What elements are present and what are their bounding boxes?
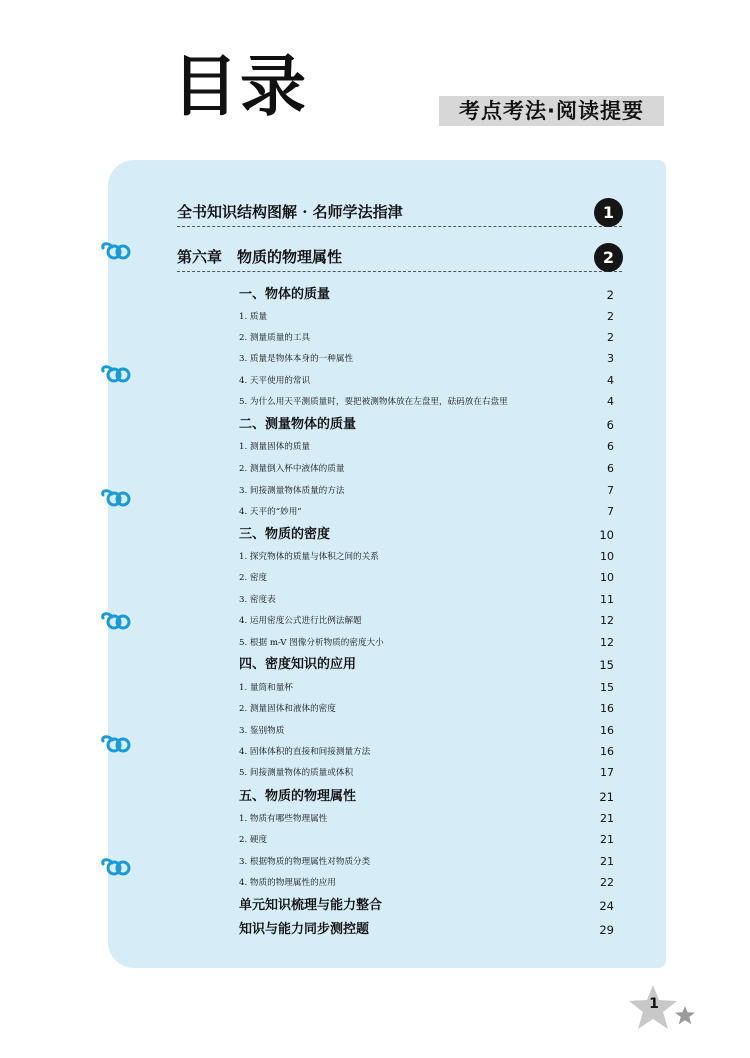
toc-item[interactable] [0,438,750,458]
toc-item[interactable] [0,764,750,784]
toc-item-title: 3. 密度表 [239,595,276,605]
toc-item[interactable] [0,831,750,851]
toc-page-number: 2 [607,331,614,344]
toc-page-number: 2 [607,310,614,323]
toc-item[interactable] [0,460,750,480]
toc-item-title: 5. 间接测量物体的质量或体积 [239,768,354,778]
toc-item[interactable] [0,634,750,654]
toc-item[interactable] [0,853,750,873]
toc-section[interactable] [0,920,750,940]
toc-page-number: 10 [600,550,614,563]
toc-item-title: 3. 根据物质的物理属性对物质分类 [239,857,371,867]
toc-item-title: 4. 天平使用的常识 [239,376,311,386]
toc-item[interactable] [0,722,750,742]
toc-part-label: 第六章 物质的物理属性 [177,248,343,266]
toc-page-number: 16 [600,745,614,758]
toc-item-title: 5. 为什么用天平测质量时，要把被测物体放在左盘里，砝码放在右盘里 [239,397,508,407]
toc-page-number: 6 [607,462,614,475]
toc-item[interactable] [0,700,750,720]
toc-section-title: 三、物质的密度 [239,527,331,542]
part-number-badge: 2 [594,243,623,272]
toc-item-title: 3. 质量是物体本身的一种属性 [239,354,354,364]
part-number-badge: 1 [594,198,623,227]
toc-page-number: 4 [607,395,614,408]
toc-item-title: 2. 密度 [239,573,268,583]
toc-section-title: 四、密度知识的应用 [239,657,357,672]
toc-item[interactable] [0,569,750,589]
toc-item-title: 2. 硬度 [239,835,268,845]
toc-item-title: 4. 物质的物理属性的应用 [239,878,336,888]
toc-page-number: 16 [600,724,614,737]
toc-part-label: 全书知识结构图解 · 名师学法指津 [177,203,403,221]
toc-page-number: 6 [607,440,614,453]
toc-item-title: 4. 固体体积的直接和间接测量方法 [239,747,371,757]
toc-item-title: 2. 测量质量的工具 [239,333,311,343]
toc-page-number: 2 [606,288,614,302]
toc-part-chapter-6[interactable] [0,246,750,266]
toc-item[interactable] [0,612,750,632]
toc-page-number: 10 [600,571,614,584]
toc-item[interactable] [0,482,750,502]
page-subtitle: 考点考法·阅读提要 [439,96,664,126]
toc-page-number: 15 [599,658,614,672]
toc-page-number: 7 [607,505,614,518]
toc-section-title: 二、测量物体的质量 [239,417,357,432]
toc-page-number: 24 [599,899,614,913]
toc-section-title: 知识与能力同步测控题 [239,922,370,937]
toc-page-number: 21 [600,833,614,846]
toc-page-number: 6 [606,418,614,432]
toc-item[interactable] [0,679,750,699]
toc-item[interactable] [0,591,750,611]
toc-page-number: 29 [599,923,614,937]
toc-item[interactable] [0,810,750,830]
toc-page-number: 17 [600,766,614,779]
toc-item-title: 1. 质量 [239,312,268,322]
toc-page-number: 11 [600,593,614,606]
page-title: 目录 [172,48,308,125]
toc-section[interactable] [0,415,750,435]
toc-section-title: 五、物质的物理属性 [239,789,357,804]
toc-page-number: 4 [607,374,614,387]
toc-item[interactable] [0,743,750,763]
toc-section[interactable] [0,655,750,675]
toc-item[interactable] [0,372,750,392]
toc-item-title: 1. 探究物体的质量与体积之间的关系 [239,552,379,562]
toc-item-title: 4. 运用密度公式进行比例法解题 [239,616,362,626]
toc-page-number: 15 [600,681,614,694]
toc-page-number: 21 [600,812,614,825]
toc-item[interactable] [0,393,750,413]
toc-item[interactable] [0,503,750,523]
toc-item-title: 5. 根据 m-V 图像分析物质的密度大小 [239,638,384,648]
toc-part-overview[interactable] [0,201,750,221]
page-number: 1 [649,996,659,1012]
dashed-divider [177,271,622,272]
toc-item[interactable] [0,548,750,568]
toc-page-number: 21 [600,855,614,868]
toc-item-title: 2. 测量固体和液体的密度 [239,704,336,714]
toc-item-title: 1. 物质有哪些物理属性 [239,814,328,824]
toc-section-title: 单元知识梳理与能力整合 [239,898,383,913]
toc-item-title: 2. 测量倒入杯中液体的质量 [239,464,345,474]
toc-section[interactable] [0,525,750,545]
toc-section[interactable] [0,285,750,305]
toc-item-title: 1. 量筒和量杯 [239,683,293,693]
toc-item[interactable] [0,308,750,328]
toc-item[interactable] [0,350,750,370]
toc-item-title: 1. 测量固体的质量 [239,442,311,452]
toc-item-title: 3. 鉴别物质 [239,726,285,736]
toc-section[interactable] [0,896,750,916]
toc-page-number: 12 [600,614,614,627]
toc-item-title: 3. 间接测量物体质量的方法 [239,486,345,496]
toc-page-number: 12 [600,636,614,649]
toc-page-number: 21 [599,790,614,804]
toc-page-number: 3 [607,352,614,365]
toc-section-title: 一、物体的质量 [239,287,331,302]
toc-page-number: 16 [600,702,614,715]
toc-page-number: 22 [600,876,614,889]
dashed-divider [177,226,622,227]
toc-page-number: 7 [607,484,614,497]
toc-page-number: 10 [599,528,614,542]
toc-section[interactable] [0,787,750,807]
toc-item[interactable] [0,874,750,894]
star-icon [674,1005,696,1025]
toc-item[interactable] [0,329,750,349]
toc-item-title: 4. 天平的“妙用” [239,507,302,517]
